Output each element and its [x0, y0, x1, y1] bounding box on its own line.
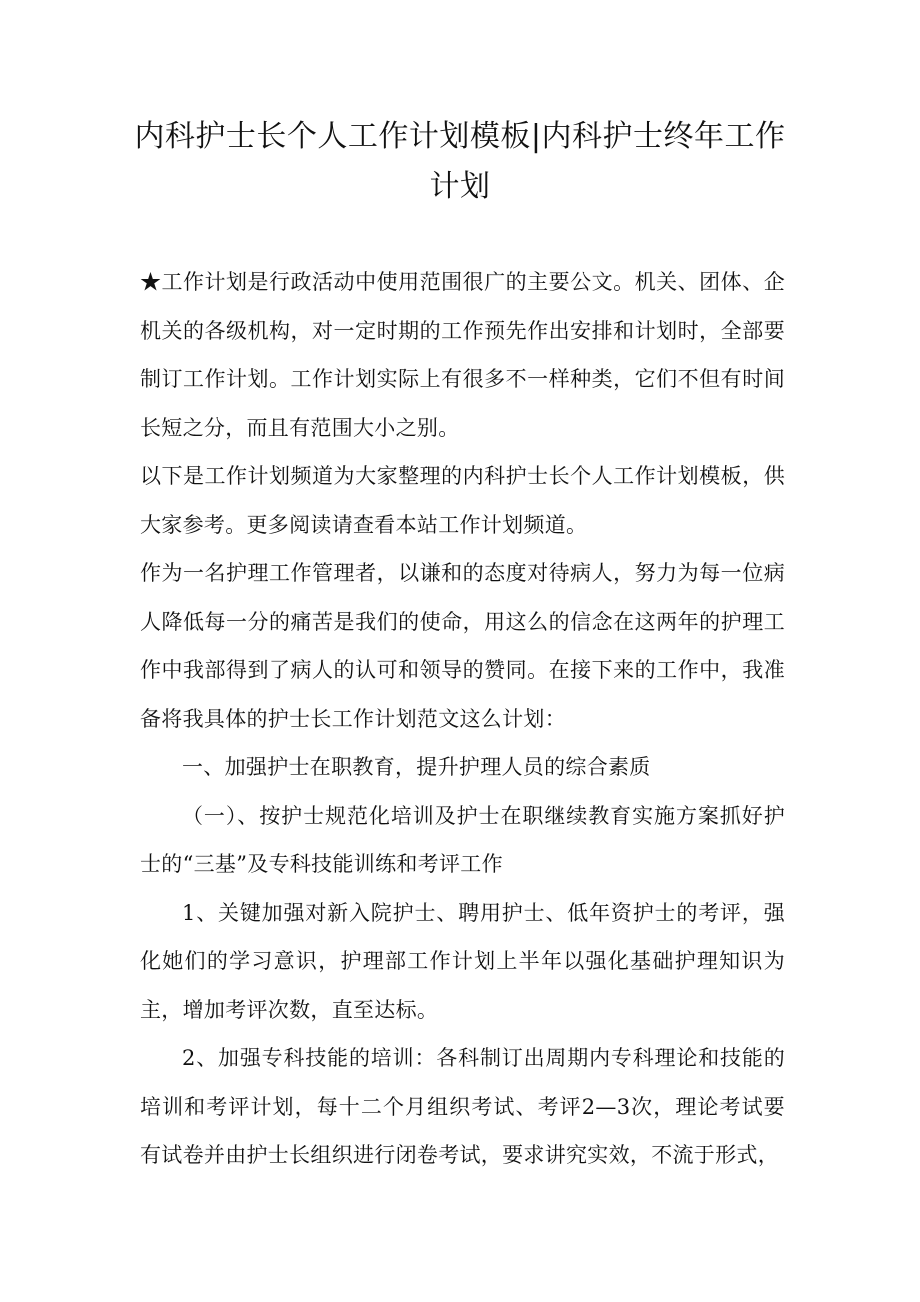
section-heading-1: 一、加强护士在职教育，提升护理人员的综合素质: [182, 755, 651, 779]
list-item-2: 2、加强专科技能的培训：各科制订出周期内专科理论和技能的培训和考评计划，每十二个月组织考试、考评2—3次，理论考试要有试卷并由护士长组织进行闭卷考试，要求讲究实效，不流于形式，: [140, 1046, 785, 1167]
notice-paragraph: 以下是工作计划频道为大家整理的内科护士长个人工作计划模板，供大家参考。更多阅读请查看本站工作计划频道。: [140, 464, 785, 537]
statement-paragraph: 作为一名护理工作管理者，以谦和的态度对待病人，努力为每一位病人降低每一分的痛苦是我们的使命，用这么的信念在这两年的护理工作中我部得到了病人的认可和领导的赞同。在接下来的工作中，我准备将我具体的护士长工作计划范文这么计划：: [140, 561, 785, 731]
subsection-heading-1: （一）、按护士规范化培训及护士在职继续教育实施方案抓好护士的“三基”及专科技能训练和考评工作: [140, 803, 785, 876]
document-body: [140, 258, 785, 1180]
list-item-1: 1、关键加强对新入院护士、聘用护士、低年资护士的考评，强化她们的学习意识，护理部工作计划上半年以强化基础护理知识为主，增加考评次数，直至达标。: [140, 900, 785, 1022]
intro-paragraph: ★工作计划是行政活动中使用范围很广的主要公文。机关、团体、企机关的各级机构，对一定时期的工作预先作出安排和计划时，全部要制订工作计划。工作计划实际上有很多不一样种类，它们不但有时间长短之分，而且有范围大小之别。: [140, 270, 785, 440]
document-title: 内科护士长个人工作计划模板|内科护士终年工作计划: [134, 119, 786, 204]
